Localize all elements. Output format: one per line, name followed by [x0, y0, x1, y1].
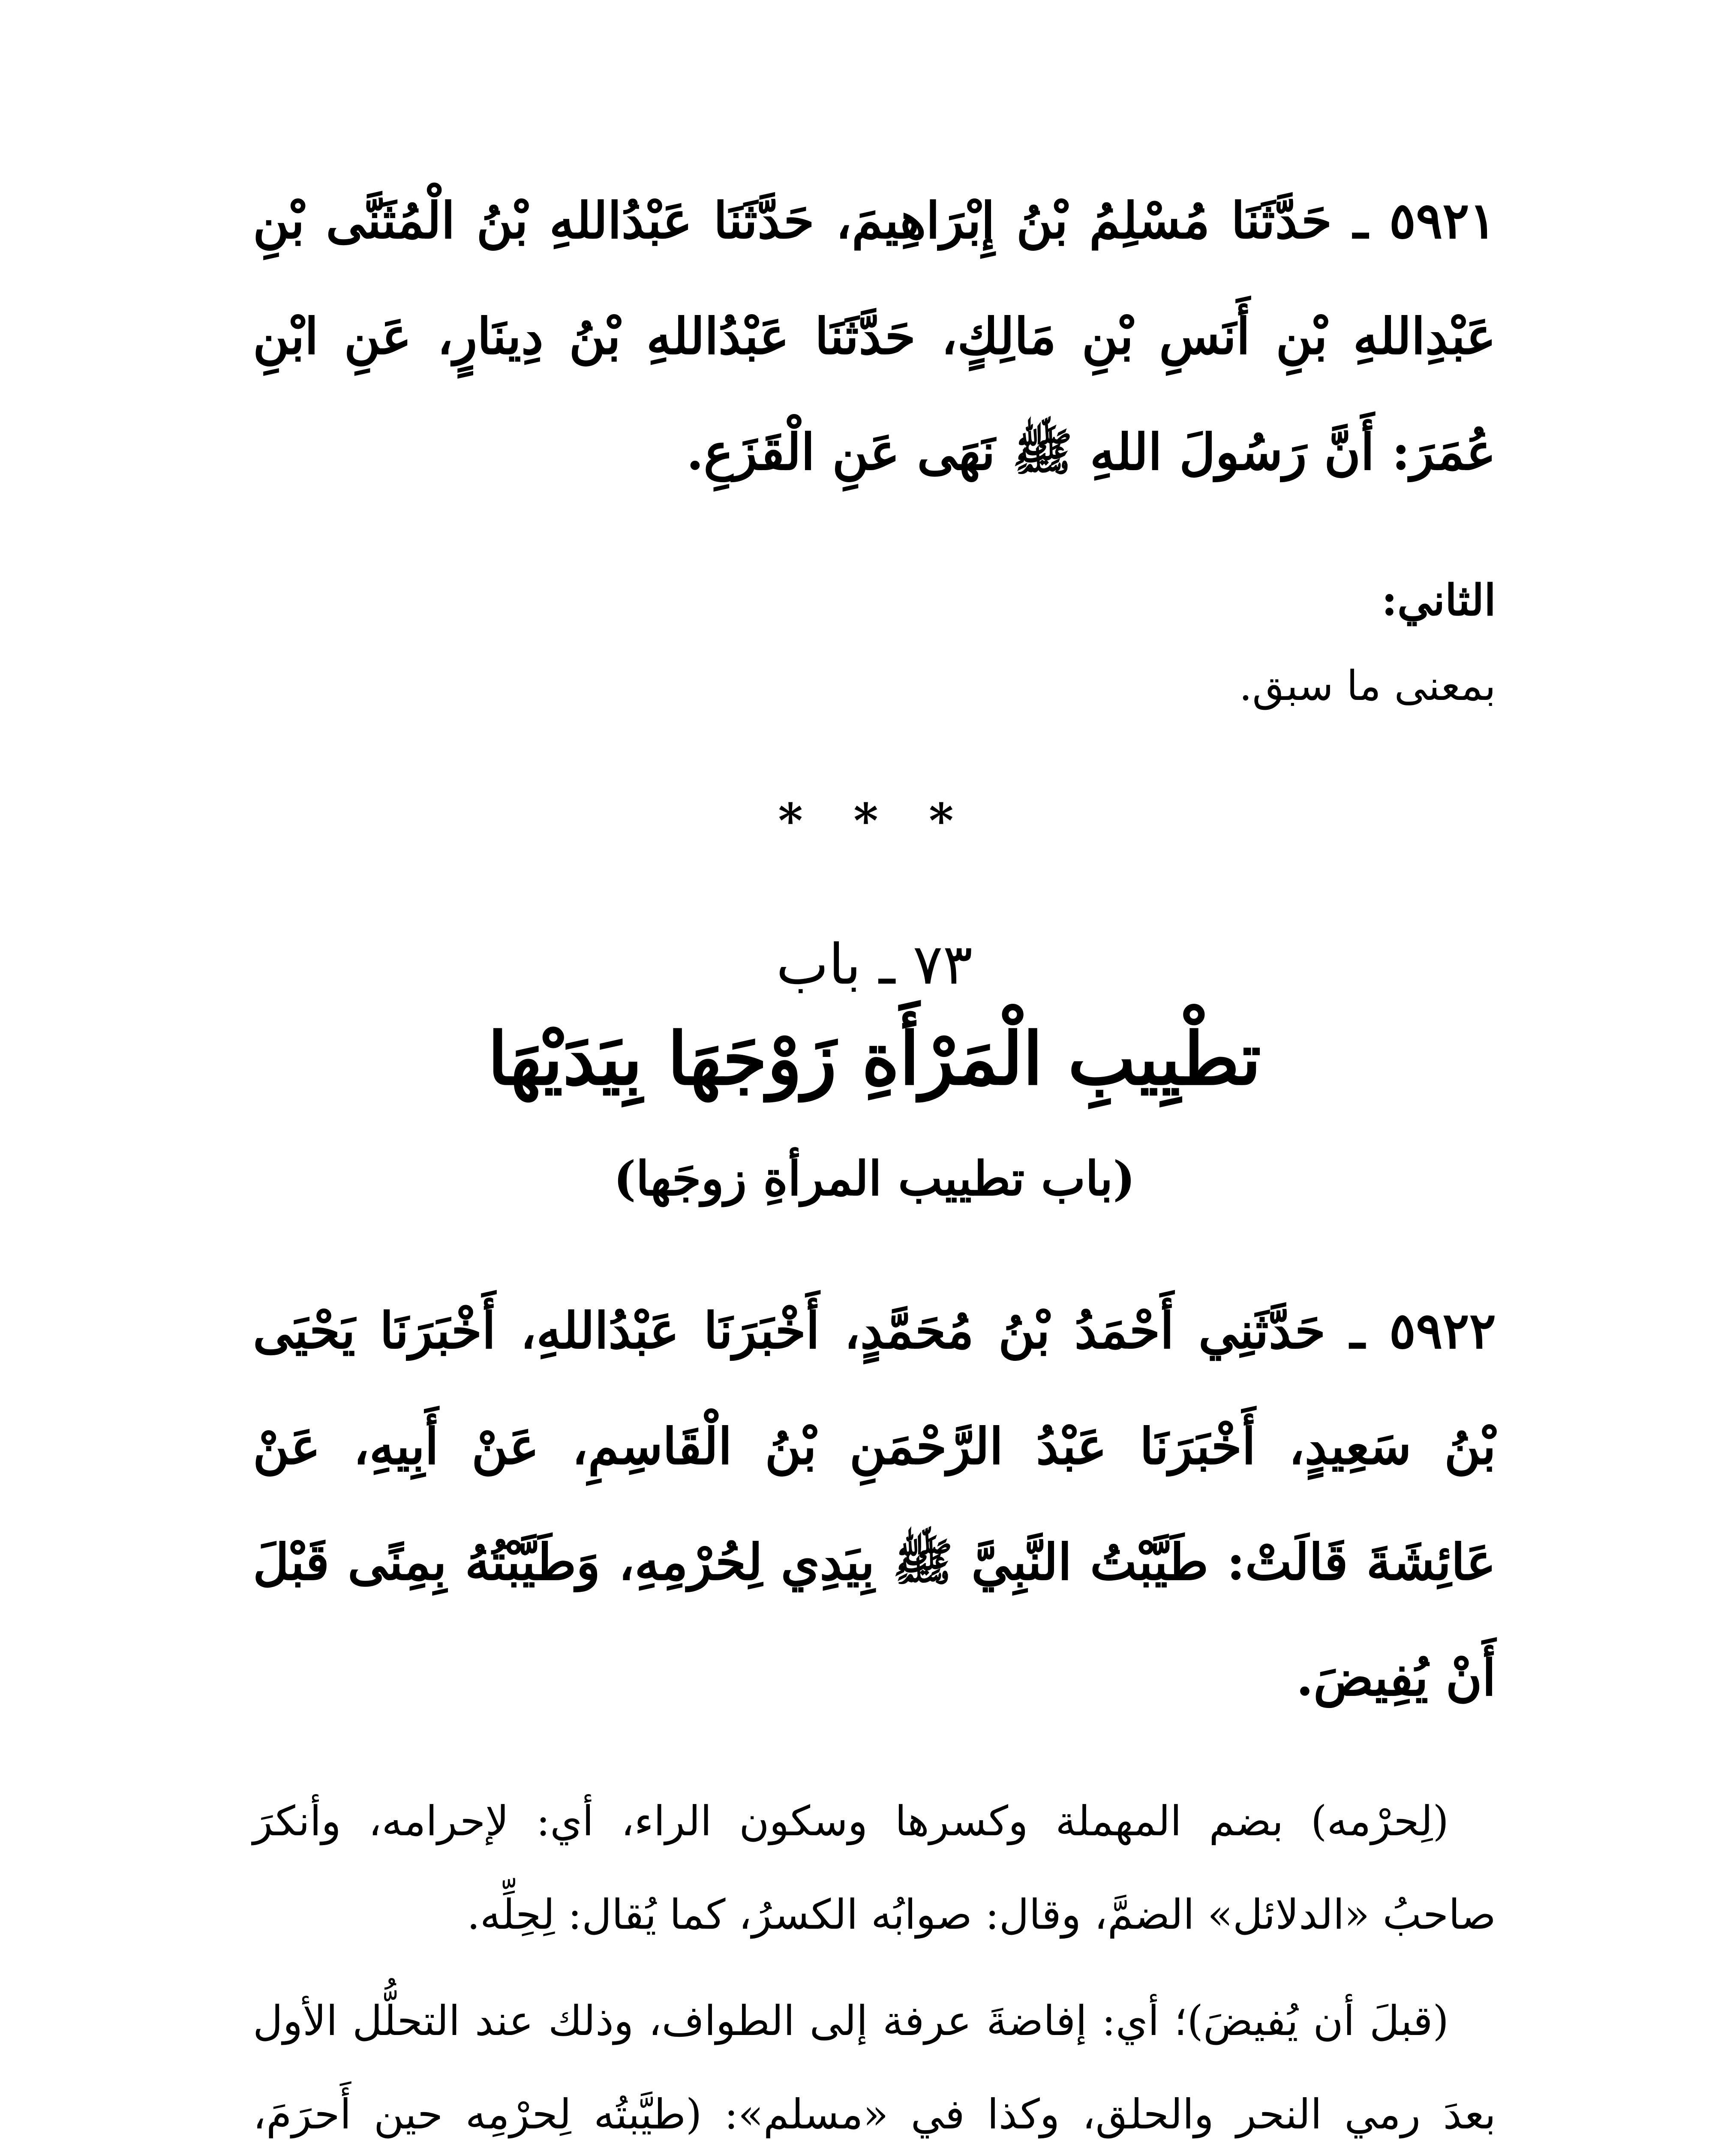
hadith-text: حَدَّثَنَا مُسْلِمُ بْنُ إِبْرَاهِيمَ، حَدَّثَنَا عَبْدُاللهِ بْنُ الْمُثَنَّى بْنِ عَبْدِاللهِ بْنِ أَنَسِ بْنِ مَالِكٍ، حَدَّثَنَا عَبْدُاللهِ بْنُ دِينَارٍ، عَنِ ابْنِ عُمَرَ: أَنَّ رَسُولَ اللهِ ﷺ نَهَى عَنِ الْقَزَعِ. [253, 192, 1496, 481]
hadith-text: حَدَّثَنِي أَحْمَدُ بْنُ مُحَمَّدٍ، أَخْبَرَنَا عَبْدُاللهِ، أَخْبَرَنَا يَحْيَى بْنُ سَعِيدٍ، أَخْبَرَنَا عَبْدُ الرَّحْمَنِ بْنُ الْقَاسِمِ، عَنْ أَبِيهِ، عَنْ عَائِشَةَ قَالَتْ: طَيَّبْتُ النَّبِيَّ ﷺ بِيَدِي لِحُرْمِهِ، وَطَيَّبْتُهُ بِمِنًى قَبْلَ أَنْ يُفِيضَ. [253, 1302, 1496, 1707]
chapter-title: تطْيِيبِ الْمَرْأَةِ زَوْجَهَا بِيَدَيْهَا [487, 1016, 1261, 1101]
hadith-5922 [253, 1273, 1496, 1736]
section-heading: الثاني: [1382, 575, 1496, 625]
commentary-paragraph: (قبلَ أن يُفيضَ)؛ أي: إفاضةَ عرفة إلى الطواف، وذلك عند التحلُّل الأول بعدَ رمي النحر والحلق، وكذا في «مسلم»: (طيَّبتُه لِحرْمِه حين أَحرَمَ، [253, 1997, 1496, 2138]
hadith-number: ٥٩٢١ ـ [1353, 192, 1496, 250]
chapter-subtitle: (باب تطييب المرأةِ زوجَها) [613, 1151, 1135, 1206]
chapter-number: ٧٣ ـ باب [776, 932, 973, 997]
section-text: بمعنى ما سبق. [1239, 662, 1496, 710]
section-separator: * * * [778, 793, 971, 848]
commentary [253, 1774, 1496, 2143]
hadith-5921 [253, 163, 1496, 510]
hadith-number: ٥٩٢٢ ـ [1350, 1302, 1496, 1360]
page-body [253, 163, 1496, 2143]
commentary-paragraph: (لِحرْمه) بضم المهملة وكسرها وسكون الراء، أي: لإحرامه، وأنكرَ صاحبُ «الدلائل» الضمَّ، وقال: صوابُه الكسرُ، كما يُقال: لِحِلِّه. [253, 1797, 1496, 1939]
